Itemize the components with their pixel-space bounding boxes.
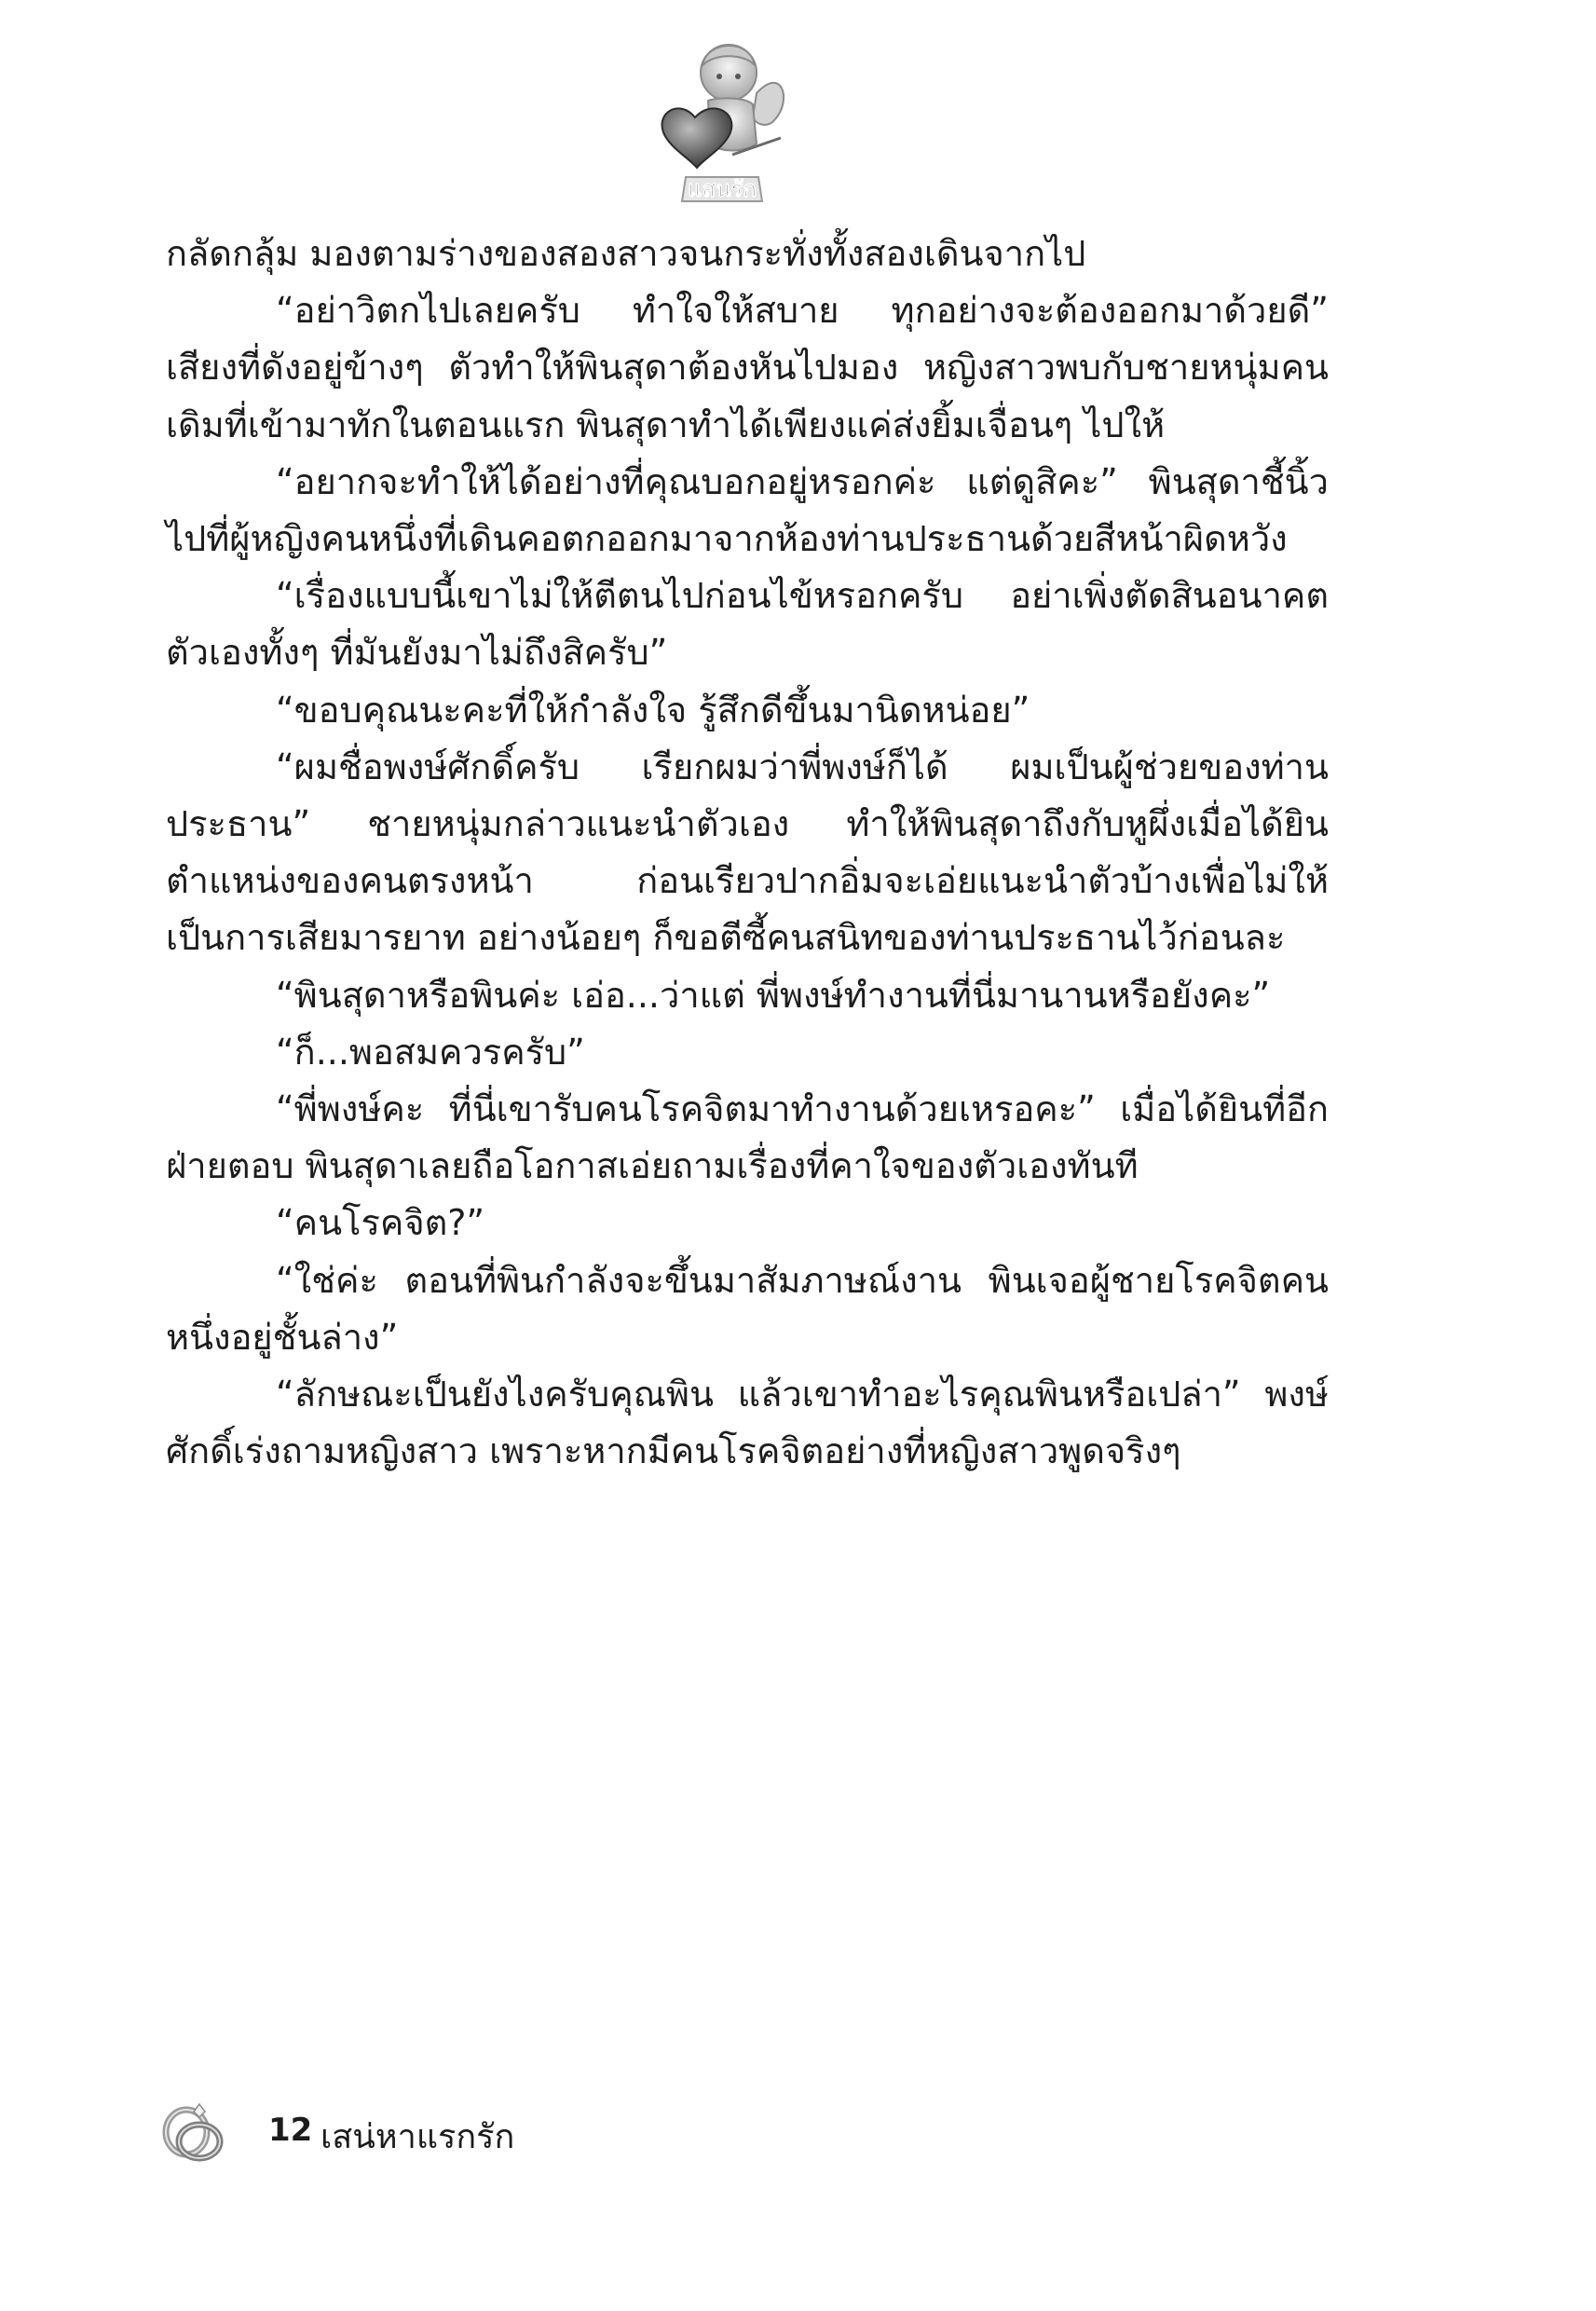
paragraph: “ก็...พอสมควรครับ” <box>276 1031 585 1073</box>
paragraph: “พี่พงษ์คะ ที่นี่เขารับคนโรคจิตมาทำงานด้วยเหรอคะ” เมื่อได้ยินที่อีกฝ่ายตอบ พินสุดาเลยถือโอกาสเอ่ยถามเรื่องที่คาใจของตัวเองทันที <box>166 1088 1329 1187</box>
paragraph: กลัดกลุ้ม มองตามร่างของสองสาวจนกระทั่งทั้งสองเดินจากไป <box>166 233 1086 274</box>
paragraph: “เรื่องแบบนี้เขาไม่ให้ตีตนไปก่อนไข้หรอกครับ อย่าเพิ่งตัดสินอนาคตตัวเองทั้งๆ ที่มันยังมาไม่ถึงสิครับ” <box>166 575 1329 674</box>
paragraph: “ผมชื่อพงษ์ศักดิ์ครับ เรียกผมว่าพี่พงษ์ก็ได้ ผมเป็นผู้ช่วยของท่านประธาน” ชายหนุ่มกล่าวแนะนำตัวเอง ทำให้พินสุดาถึงกับหูผึ่งเมื่อได้ยินตำแหน่งของคนตรงหน้า ก่อนเรียวปากอิ่มจะเอ่ยแนะนำตัวบ้างเพื่อไม่ให้เป็นการเสียมารยาท อย่างน้อยๆ ก็ขอตีซี้คนสนิทของท่านประธานไว้ก่อนละ <box>166 745 1329 959</box>
wedding-rings-icon <box>157 2095 229 2167</box>
cupid-heart-icon <box>652 28 792 205</box>
paragraph: “อย่าวิตกไปเลยครับ ทำใจให้สบาย ทุกอย่างจะต้องออกมาด้วยดี” เสียงที่ดังอยู่ข้างๆ ตัวทำให้พินสุดาต้องหันไปมอง หญิงสาวพบกับชายหนุ่มคนเดิมที่เข้ามาทักในตอนแรก พินสุดาทำได้เพียงแค่ส่งยิ้มเจื่อนๆ ไปให้ <box>166 290 1329 445</box>
paragraph: “พินสุดาหรือพินค่ะ เอ่อ...ว่าแต่ พี่พงษ์ทำงานที่นี่มานานหรือยังคะ” <box>276 974 1271 1016</box>
page-footer <box>157 2095 716 2169</box>
paragraph: “ขอบคุณนะคะที่ให้กำลังใจ รู้สึกดีขึ้นมานิดหน่อย” <box>276 689 1030 731</box>
paragraph: “อยากจะทำให้ได้อย่างที่คุณบอกอยู่หรอกค่ะ แต่ดูสิคะ” พินสุดาชี้นิ้วไปที่ผู้หญิงคนหนึ่งที่เดินคอตกออกมาจากห้องท่านประธานด้วยสีหน้าผิดหวัง <box>166 460 1329 560</box>
book-title: เสน่หาแรกรัก <box>321 2118 515 2156</box>
chapter-text <box>166 226 1329 1480</box>
paragraph: “ลักษณะเป็นยังไงครับคุณพิน แล้วเขาทำอะไรคุณพินหรือเปล่า” พงษ์ศักดิ์เร่งถามหญิงสาว เพราะหากมีคนโรคจิตอย่างที่หญิงสาวพูดจริงๆ <box>166 1374 1329 1472</box>
logo-text: แสนรัก <box>688 176 757 202</box>
page-number: 12 <box>268 2112 313 2149</box>
paragraph: “คนโรคจิต?” <box>276 1202 485 1244</box>
header-logo <box>652 28 792 205</box>
paragraph: “ใช่ค่ะ ตอนที่พินกำลังจะขึ้นมาสัมภาษณ์งาน พินเจอผู้ชายโรคจิตคนหนึ่งอยู่ชั้นล่าง” <box>166 1259 1329 1358</box>
